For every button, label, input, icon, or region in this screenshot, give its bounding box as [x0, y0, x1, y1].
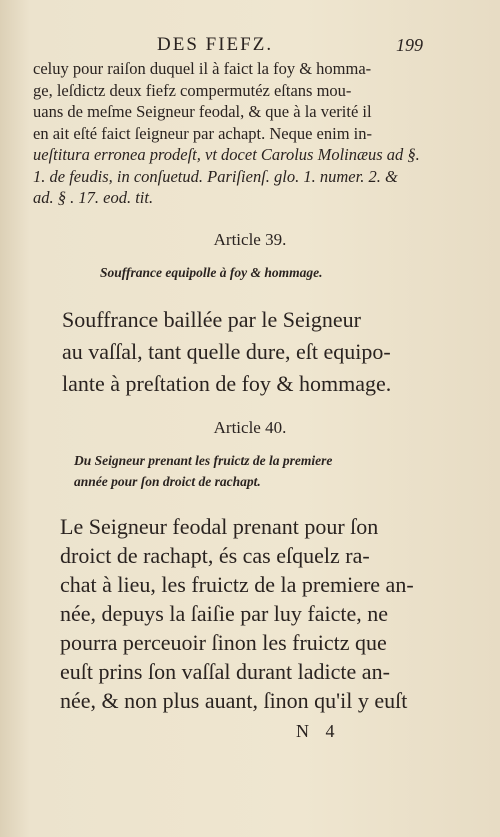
page-header [0, 34, 500, 58]
text-line: 1. de feudis, in conſuetud. Pariſienſ. glo. 1. numer. 2. & [33, 166, 398, 186]
article-39-heading: Article 39. [213, 230, 287, 249]
text-line: au vaſſal, tant quelle dure, eſt equipo- [62, 339, 391, 364]
text-line: ueſtitura erronea prodeſt, vt docet Carolus Molinæus ad §. [33, 145, 420, 164]
running-title: DES FIEFZ. [157, 34, 274, 55]
text-line: pourra perceuoir ſinon les fruictz que [60, 630, 387, 655]
article-39-summary [100, 262, 460, 283]
article-40-heading: Article 40. [213, 418, 287, 437]
summary-line: Souffrance equipolle à foy & hommage. [100, 265, 323, 280]
summary-line: Du Seigneur prenant les fruictz de la premiere [74, 453, 333, 468]
article-39-body [62, 304, 442, 400]
text-line: Souffrance baillée par le Seigneur [62, 307, 361, 332]
text-line: Le Seigneur feodal prenant pour ſon [60, 514, 379, 539]
text-line: ad. § . 17. eod. tit. [33, 188, 154, 207]
text-line: droict de rachapt, és cas eſquelz ra- [60, 543, 370, 568]
text-line: chat à lieu, les fruictz de la premiere an- [60, 572, 414, 597]
text-line: celuy pour raiſon duquel il à faict la foy & homma- [33, 59, 372, 78]
text-line: en ait eſté faict ſeigneur par achapt. Neque enim in- [33, 123, 373, 143]
article-40-summary [74, 450, 434, 492]
page-number: 199 [396, 35, 423, 55]
text-line: lante à preſtation de foy & hommage. [62, 371, 392, 396]
summary-line: année pour ſon droict de rachapt. [74, 474, 261, 489]
article-40-body [60, 512, 440, 715]
text-line: uans de meſme Seigneur feodal, & que à la verité il [33, 102, 372, 121]
text-line: née, depuys la ſaiſie par luy faicte, ne [60, 601, 389, 626]
text-line: née, & non plus auant, ſinon qu'il y euſt [60, 688, 408, 713]
signature-mark: N 4 [296, 721, 341, 741]
text-line: euſt prins ſon vaſſal durant ladicte an- [60, 659, 390, 684]
continuation-paragraph [33, 58, 433, 209]
text-line: ge, leſdictz deux fiefz compermutéz eſtans mou- [33, 80, 352, 100]
